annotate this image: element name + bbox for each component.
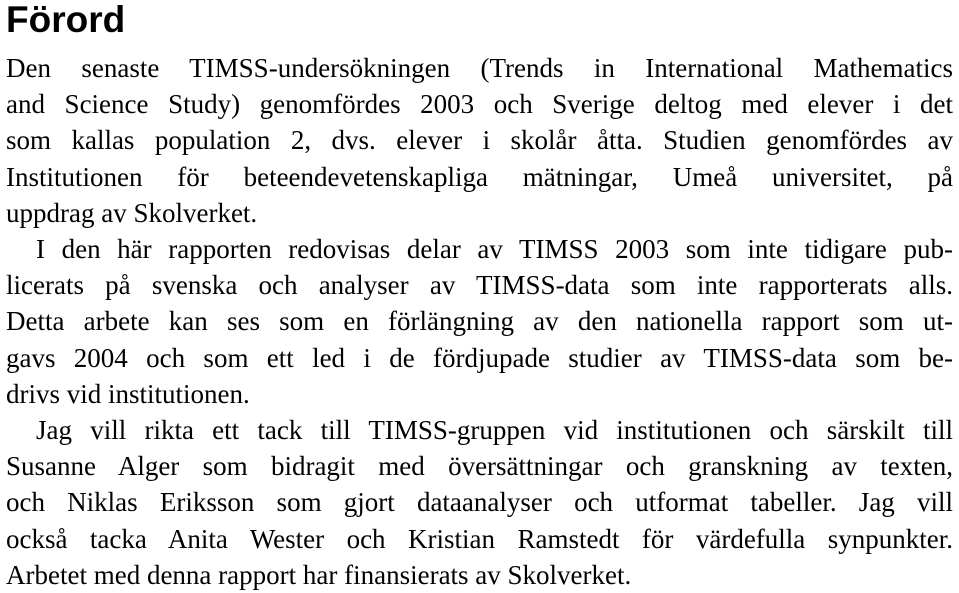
text-line: Den senaste TIMSS-undersökningen (Trends in International Mathematics	[6, 53, 953, 83]
text-line: and Science Study) genomfördes 2003 och Sverige deltog med elever i det	[6, 89, 953, 120]
page-title: Förord	[6, 0, 126, 40]
text-line: och Niklas Eriksson som gjort dataanalyser och utformat tabeller. Jag vill	[6, 487, 953, 518]
text-line: gavs 2004 och som ett led i de fördjupade studier av TIMSS-data som be-	[6, 342, 953, 373]
text-line: Institutionen för beteendevetenskapliga mätningar, Umeå universitet, på	[6, 161, 953, 192]
paragraph-1	[6, 50, 953, 231]
paragraph-3	[6, 412, 953, 593]
text-line: Arbetet med denna rapport har finansierats av Skolverket.	[6, 559, 632, 590]
text-line: också tacka Anita Wester och Kristian Ramstedt för värdefulla synpunkter.	[6, 523, 953, 554]
document-body	[6, 50, 953, 593]
text-line: som kallas population 2, dvs. elever i skolår åtta. Studien genomfördes av	[6, 125, 953, 156]
text-line: drivs vid institutionen.	[6, 378, 250, 409]
text-line: I den här rapporten redovisas delar av TIMSS 2003 som inte tidigare pub-	[36, 234, 953, 265]
text-line: Jag vill rikta ett tack till TIMSS-gruppen vid institutionen och särskilt till	[36, 415, 953, 446]
paragraph-2	[6, 231, 953, 412]
text-line: licerats på svenska och analyser av TIMSS-data som inte rapporterats alls.	[6, 270, 953, 301]
text-line: Detta arbete kan ses som en förlängning av den nationella rapport som ut-	[6, 306, 953, 337]
text-line: uppdrag av Skolverket.	[6, 197, 258, 228]
text-line: Susanne Alger som bidragit med översättningar och granskning av texten,	[6, 451, 953, 482]
